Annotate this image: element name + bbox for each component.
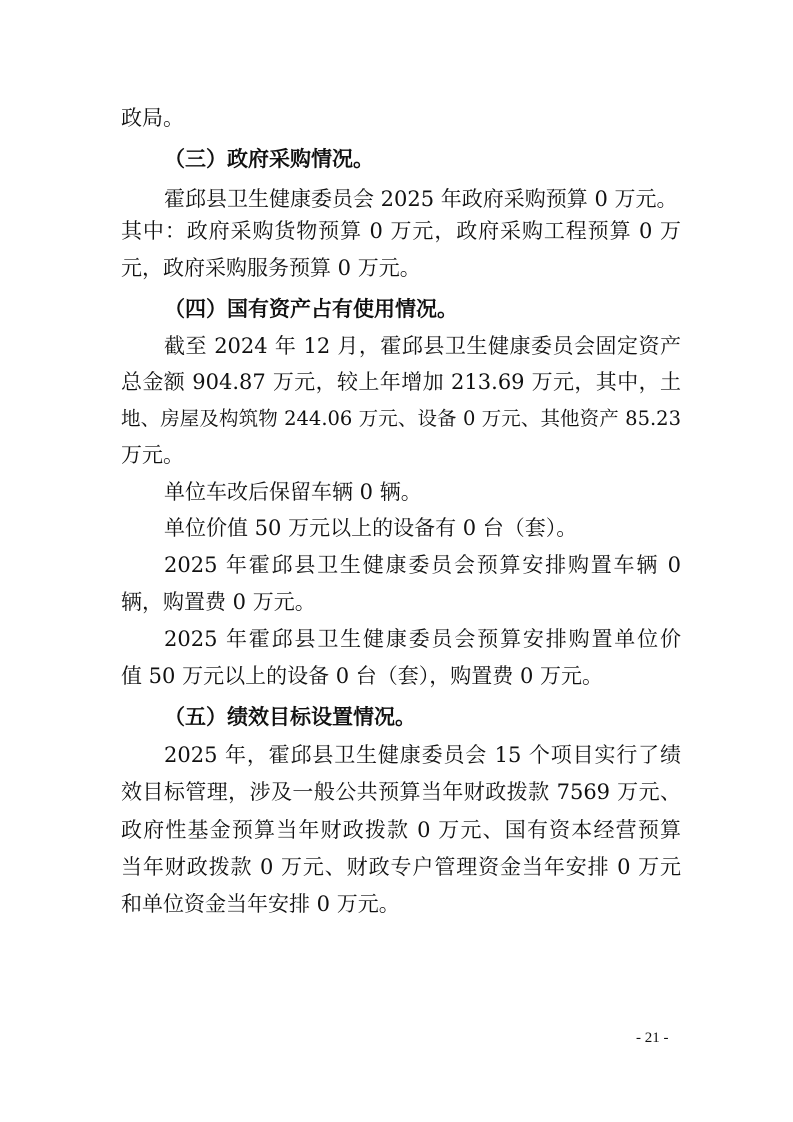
paragraph-line: 辆，购置费 0 万元。 [121, 590, 316, 614]
section-heading-assets: （四）国有资产占有使用情况。 [164, 297, 458, 321]
paragraph-line: 总金额 904.87 万元，较上年增加 213.69 万元，其中，土 [121, 370, 681, 394]
section-heading-procurement: （三）政府采购情况。 [164, 147, 374, 171]
paragraph-line: 地、房屋及构筑物 244.06 万元、设备 0 万元、其他资产 85.23 [121, 407, 681, 430]
paragraph-line: 2025 年霍邱县卫生健康委员会预算安排购置单位价 [164, 627, 681, 651]
paragraph-line: 政局。 [121, 106, 184, 130]
paragraph-line: 其中：政府采购货物预算 0 万元，政府采购工程预算 0 万 [121, 219, 681, 243]
page-number: - 21 - [636, 1030, 669, 1046]
paragraph-line: 霍邱县卫生健康委员会 2025 年政府采购预算 0 万元。 [164, 187, 678, 211]
paragraph-line: 效目标管理，涉及一般公共预算当年财政拨款 7569 万元、 [121, 780, 681, 804]
paragraph-line: 政府性基金预算当年财政拨款 0 万元、国有资本经营预算 [121, 818, 681, 842]
paragraph-line: 2025 年，霍邱县卫生健康委员会 15 个项目实行了绩 [164, 743, 681, 767]
paragraph-line: 万元。 [121, 443, 184, 467]
paragraph-line: 单位价值 50 万元以上的设备有 0 台（套）。 [164, 516, 578, 540]
paragraph-line: 元，政府采购服务预算 0 万元。 [121, 256, 421, 280]
paragraph-line: 和单位资金当年安排 0 万元。 [121, 892, 400, 916]
paragraph-line: 值 50 万元以上的设备 0 台（套），购置费 0 万元。 [121, 664, 603, 688]
paragraph-line: 截至 2024 年 12 月，霍邱县卫生健康委员会固定资产 [164, 334, 681, 358]
paragraph-line: 当年财政拨款 0 万元、财政专户管理资金当年安排 0 万元 [121, 855, 681, 879]
paragraph-line: 单位车改后保留车辆 0 辆。 [164, 480, 422, 504]
section-heading-performance: （五）绩效目标设置情况。 [164, 705, 416, 729]
paragraph-line: 2025 年霍邱县卫生健康委员会预算安排购置车辆 0 [164, 553, 681, 577]
